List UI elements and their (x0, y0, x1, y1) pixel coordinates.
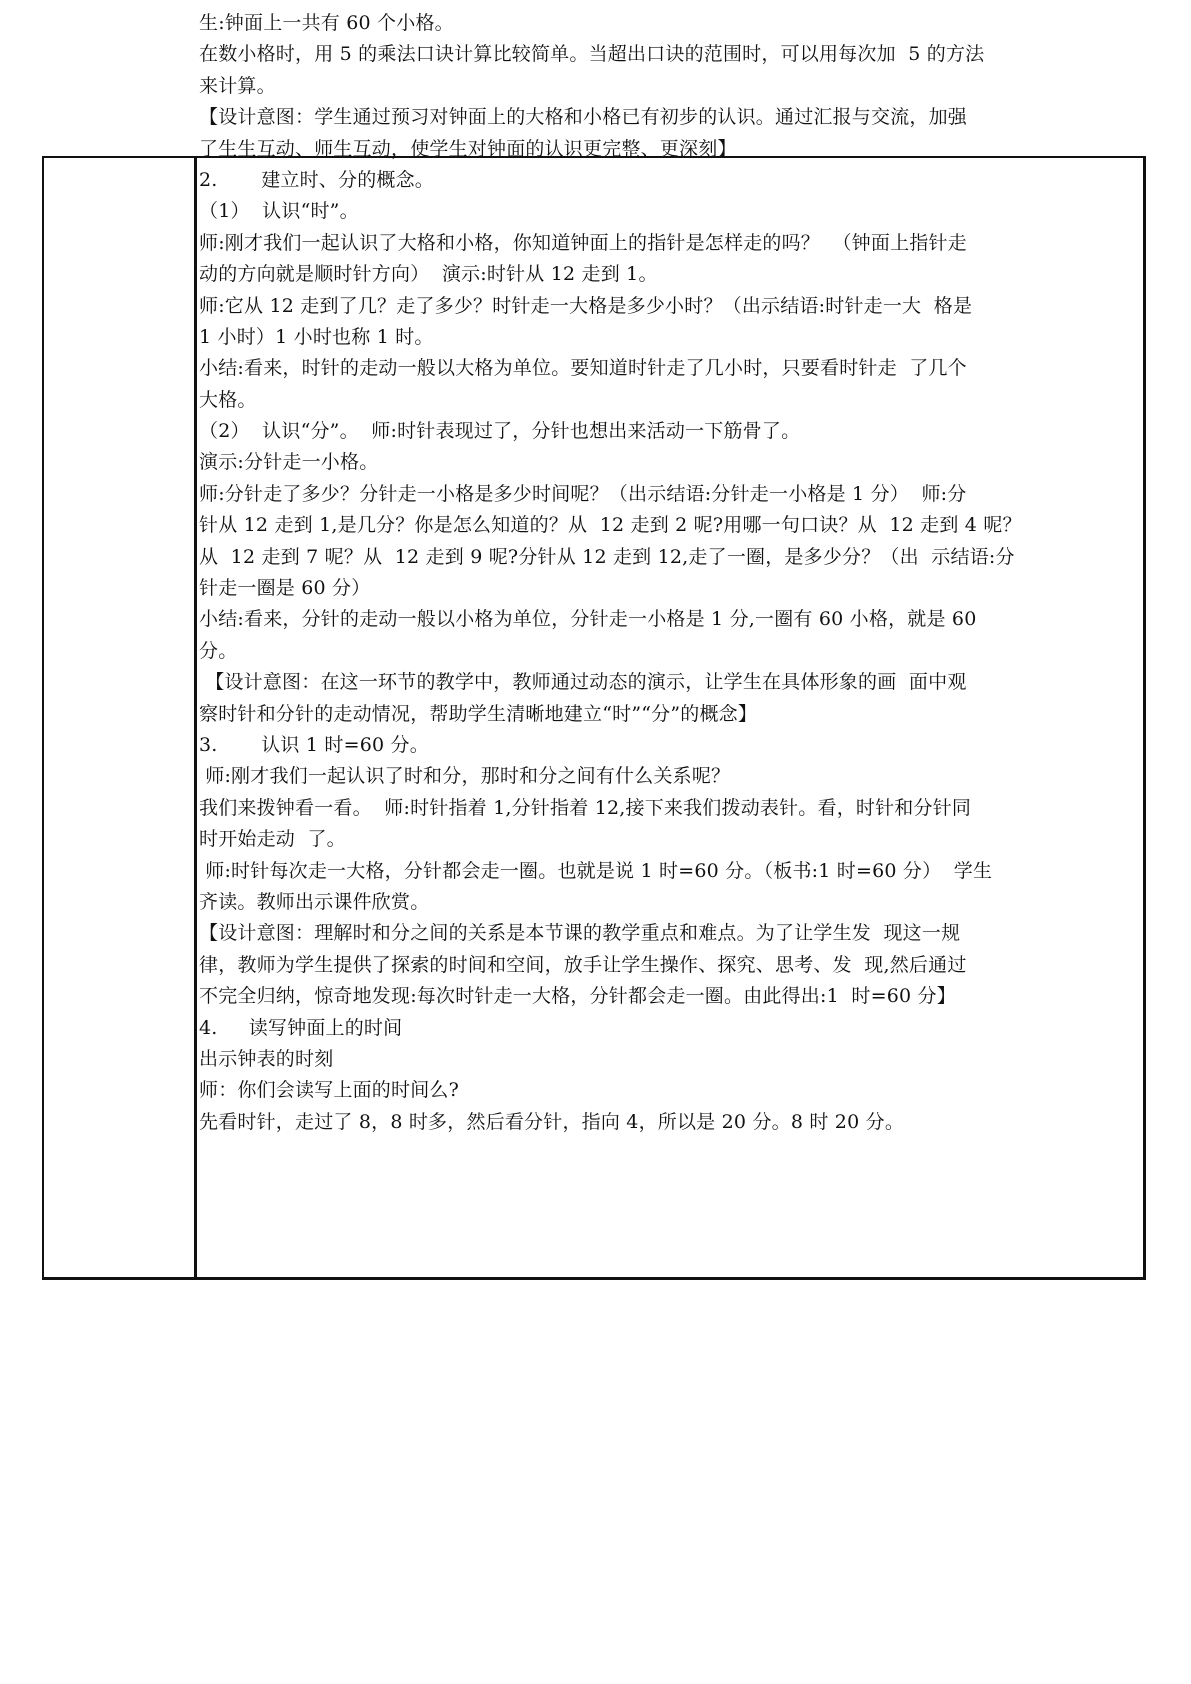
content-line: 小结:看来，时针的走动一般以大格为单位。要知道时针走了几小时，只要看时针走 了几个 (199, 357, 967, 380)
content-line: 律，教师为学生提供了探索的时间和空间，放手让学生操作、探究、思考、发 现,然后通过 (199, 953, 967, 976)
content-line: 师:刚才我们一起认识了大格和小格，你知道钟面上的指针是怎样走的吗？ （钟面上指针走 (199, 231, 967, 254)
content-line: 4. 读写钟面上的时间 (199, 1016, 403, 1039)
content-line: 不完全归纳，惊奇地发现:每次时针走一大格，分针都会走一圈。由此得出:1 时=60 分】 (199, 985, 956, 1008)
content-line: 2. 建立时、分的概念。 (199, 168, 435, 191)
content-line: 师：你们会读写上面的时间么? (199, 1079, 459, 1102)
content-line: 察时针和分针的走动情况，帮助学生清晰地建立“时”“分”的概念】 (199, 702, 758, 725)
content-line: 在数小格时，用 5 的乘法口诀计算比较简单。当超出口诀的范围时，可以用每次加 5 的方法 (199, 43, 985, 66)
content-line: 分。 (199, 639, 238, 662)
content-line: 1 小时）1 小时也称 1 时。 (199, 325, 434, 348)
content-line: 3. 认识 1 时=60 分。 (199, 733, 429, 756)
content-line: 【设计意图：在这一环节的教学中，教师通过动态的演示，让学生在具体形象的画 面中观 (199, 671, 967, 694)
content-line: （1） 认识“时”。 (199, 200, 359, 223)
content-line: 师:它从 12 走到了几？走了多少？时针走一大格是多少小时？（出示结语:时针走一大 格是 (199, 294, 973, 317)
content-line: （2） 认识“分”。 师:时针表现过了，分针也想出来活动一下筋骨了。 (199, 420, 801, 443)
content-line: 【设计意图：学生通过预习对钟面上的大格和小格已有初步的认识。通过汇报与交流，加强 (199, 106, 968, 129)
content-line: 演示:分针走一小格。 (199, 451, 379, 474)
content-line: 师:分针走了多少？分针走一小格是多少时间呢？（出示结语:分针走一小格是 1 分） 师:分 (199, 482, 967, 505)
content-line: 从 12 走到 7 呢？从 12 走到 9 呢?分针从 12 走到 12,走了一圈，是多少分？（出 示结语:分 (199, 545, 1015, 568)
content-line: 【设计意图：理解时和分之间的关系是本节课的教学重点和难点。为了让学生发 现这一规 (199, 922, 961, 945)
content-line: 了生生互动、师生互动，使学生对钟面的认识更完整、更深刻】 (199, 137, 737, 160)
content-line: 出示钟表的时刻 (199, 1047, 334, 1070)
content-line: 针从 12 走到 1,是几分？你是怎么知道的？从 12 走到 2 呢?用哪一句口诀？从 12 走到 4 呢？ (199, 514, 1022, 537)
content-line: 先看时针，走过了 8，8 时多，然后看分针，指向 4，所以是 20 分。8 时 20 分。 (199, 1110, 905, 1133)
content-line: 我们来拨钟看一看。 师:时针指着 1,分针指着 12,接下来我们拨动表针。看，时针和分针同 (199, 796, 972, 819)
content-line: 动的方向就是顺时针方向） 演示:时针从 12 走到 1。 (199, 263, 658, 286)
table-content-cell (199, 8, 1139, 1138)
content-line: 师:刚才我们一起认识了时和分，那时和分之间有什么关系呢？ (199, 765, 731, 788)
content-line: 齐读。教师出示课件欣赏。 (199, 890, 430, 913)
content-line: 小结:看来，分针的走动一般以小格为单位，分针走一小格是 1 分,一圈有 60 小格，就是 60 (199, 608, 977, 631)
content-line: 大格。 (199, 388, 257, 411)
content-line: 师:时针每次走一大格，分针都会走一圈。也就是说 1 时=60 分。（板书:1 时=60 分） 学生 (199, 859, 993, 882)
content-line: 时开始走动 了。 (199, 828, 346, 851)
content-line: 来计算。 (199, 74, 276, 97)
content-line: 生:钟面上一共有 60 个小格。 (199, 12, 454, 34)
content-line: 针走一圈是 60 分） (199, 577, 371, 600)
table-left-cell (44, 158, 197, 1277)
